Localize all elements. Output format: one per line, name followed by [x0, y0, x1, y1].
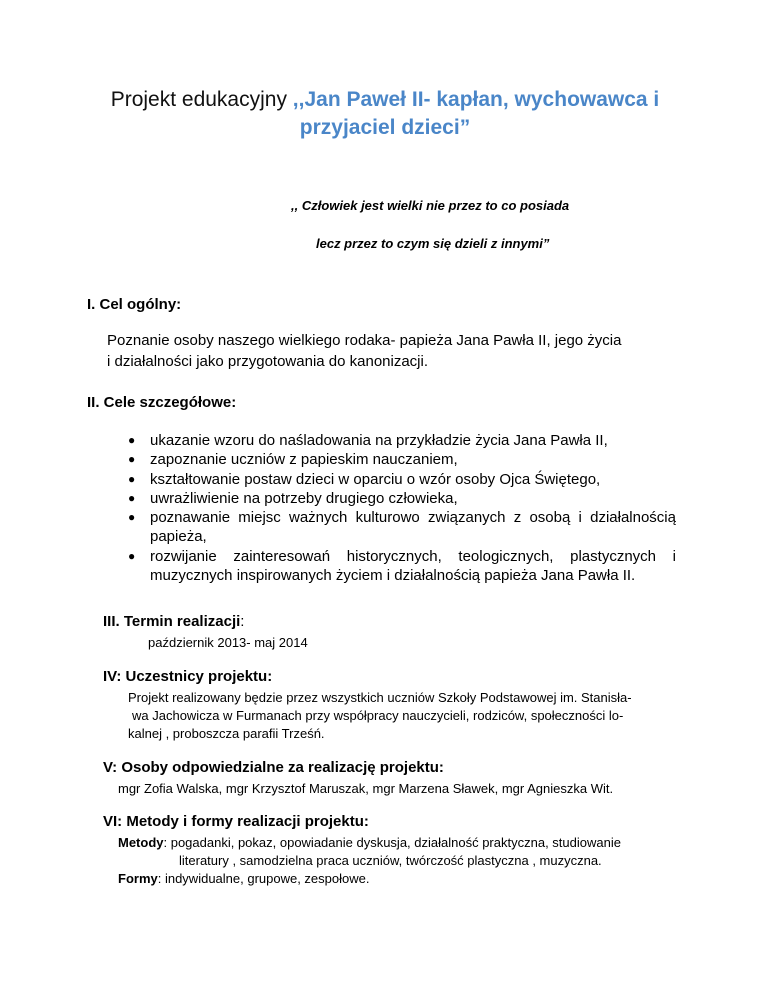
title-line-2	[60, 114, 710, 142]
section-4-heading: IV: Uczestnicy projektu:	[103, 668, 273, 685]
section-6-forms: Formy: indywidualne, grupowe, zespołowe.	[118, 871, 370, 886]
list-item: ● zapoznanie uczniów z papieskim nauczaniem,	[128, 451, 458, 469]
section-3-heading: III. Termin realizacji:	[103, 613, 245, 630]
section-4-line-3: kalnej , proboszcza parafii Trześń.	[128, 726, 325, 741]
bullet-icon: ●	[128, 452, 136, 467]
title-accent-line-1: ,,Jan Paweł II- kapłan, wychowawca i	[292, 88, 660, 111]
list-item: ● kształtowanie postaw dzieci w oparciu o wzór osoby Ojca Świętego,	[128, 470, 601, 488]
section-4-line-2: wa Jachowicza w Furmanach przy współpracy nauczycieli, rodziców, społeczności lo-	[132, 708, 624, 723]
section-6-methods-line-1: Metody: pogadanki, pokaz, opowiadanie dyskusja, działalność praktyczna, studiowanie	[118, 835, 621, 850]
section-2-heading: II. Cele szczegółowe:	[87, 394, 237, 411]
motto-line-2: lecz przez to czym się dzieli z innymi”	[316, 236, 550, 251]
title-prefix: Projekt edukacyjny	[110, 88, 293, 111]
bullet-icon: ●	[128, 510, 136, 525]
section-1-line-1: Poznanie osoby naszego wielkiego rodaka- papieża Jana Pawła II, jego życia	[107, 332, 622, 349]
document-title	[60, 86, 710, 142]
section-5-text: mgr Zofia Walska, mgr Krzysztof Maruszak, mgr Marzena Sławek, mgr Agnieszka Wit.	[118, 781, 614, 796]
list-item: ● rozwijanie zainteresowań historycznych, teologicznych, plastycznych i muzycznych inspirowanych życiem i działalnością papieża Jana Pawła II.	[128, 547, 676, 585]
bullet-icon: ●	[128, 433, 136, 447]
goals-list	[128, 431, 676, 585]
section-1-line-2: i działalności jako przygotowania do kanonizacji.	[107, 353, 429, 370]
section-6-methods-line-2: literatury , samodzielna praca uczniów, twórczość plastyczna , muzyczna.	[179, 853, 602, 868]
list-item: ● ukazanie wzoru do naśladowania na przykładzie życia Jana Pawła II,	[128, 432, 608, 449]
bullet-icon: ●	[128, 471, 136, 486]
forms-label: Formy	[118, 871, 158, 886]
bullet-icon: ●	[128, 490, 136, 505]
section-4-line-1: Projekt realizowany będzie przez wszystkich uczniów Szkoły Podstawowej im. Stanisła-	[128, 690, 632, 705]
section-6-heading: VI: Metody i formy realizacji projektu:	[103, 813, 369, 830]
section-5-heading: V: Osoby odpowiedzialne za realizację projektu:	[103, 759, 444, 776]
section-3-text: październik 2013- maj 2014	[148, 635, 308, 650]
methods-label: Metody	[118, 835, 164, 850]
title-accent-line-2: przyjaciel dzieci”	[299, 116, 471, 139]
list-item: ● poznawanie miejsc ważnych kulturowo związanych z osobą i działalnością papieża,	[128, 509, 676, 546]
section-1-heading: I. Cel ogólny:	[87, 296, 182, 313]
bullet-icon: ●	[128, 548, 136, 563]
list-item: ● uwrażliwienie na potrzeby drugiego człowieka,	[128, 489, 458, 507]
title-line-1	[60, 86, 710, 114]
motto-line-1: ,, Człowiek jest wielki nie przez to co posiada	[291, 198, 570, 213]
